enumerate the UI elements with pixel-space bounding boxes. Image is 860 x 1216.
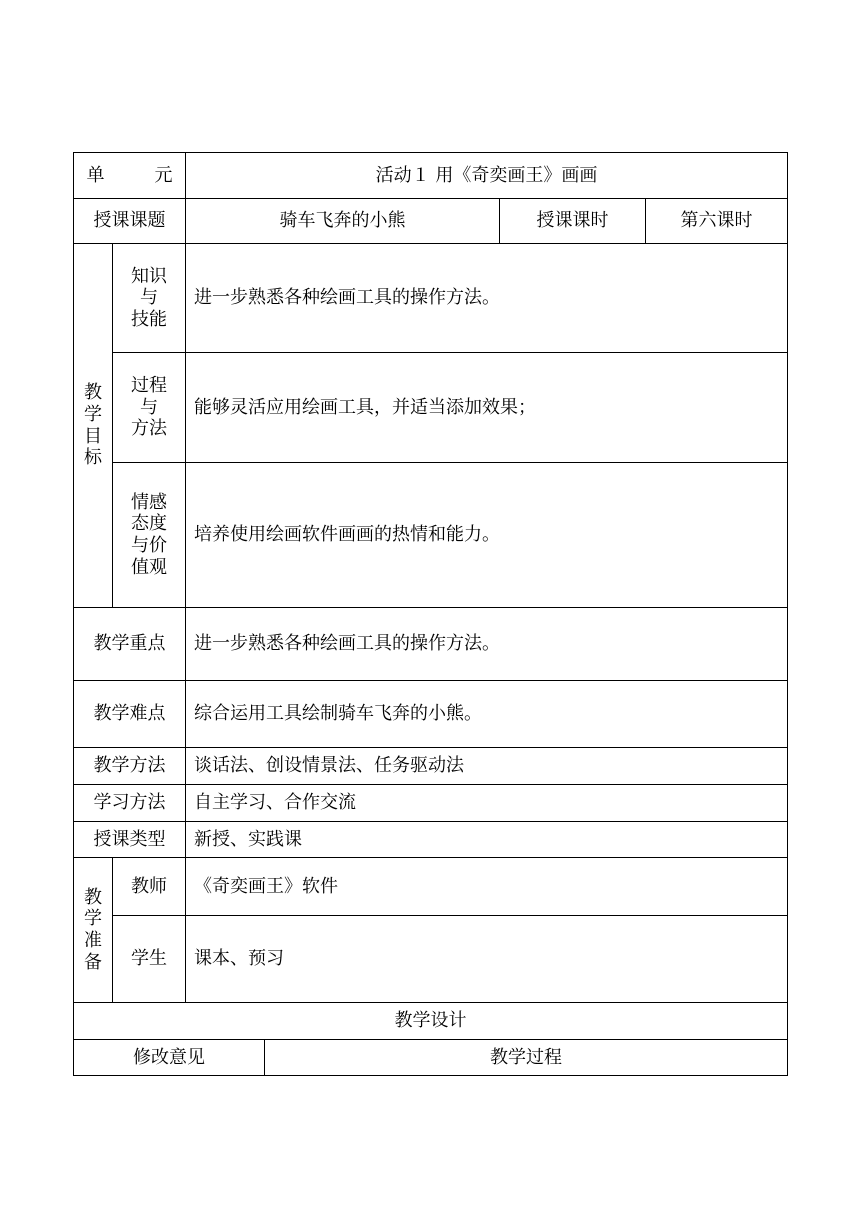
objective-content: 能够灵活应用绘画工具，并适当添加效果； [186,353,788,463]
revise-label: 修改意见 [74,1040,265,1076]
method-row [74,748,788,785]
design-title-row [74,1003,788,1040]
unit-label-right: 元 [154,164,173,186]
unit-row [74,153,788,199]
unit-label [74,153,186,199]
key-point-label: 教学重点 [74,608,186,681]
key-point-value: 进一步熟悉各种绘画工具的操作方法。 [186,608,788,681]
unit-value: 活动１ 用《奇奕画王》画画 [186,153,788,199]
difficulty-label: 教学难点 [74,681,186,748]
method-label: 教学方法 [74,748,186,785]
teacher-label: 教师 [113,858,186,916]
objective-sub-label: 过程 与 方法 [113,353,186,463]
objective-content: 进一步熟悉各种绘画工具的操作方法。 [186,244,788,353]
objectives-label: 教 学 目 标 [74,244,113,608]
design-header-row [74,1040,788,1076]
topic-label: 授课课题 [74,199,186,244]
key-point-row [74,608,788,681]
hours-label: 授课课时 [500,199,646,244]
difficulty-value: 综合运用工具绘制骑车飞奔的小熊。 [186,681,788,748]
lesson-type-label: 授课类型 [74,822,186,858]
hours-value: 第六课时 [646,199,788,244]
objective-row-process [74,353,788,463]
study-value: 自主学习、合作交流 [186,785,788,822]
study-label: 学习方法 [74,785,186,822]
prep-student-row [74,916,788,1003]
design-title: 教学设计 [74,1003,788,1040]
process-label: 教学过程 [265,1040,788,1076]
lesson-plan-table [73,152,788,1076]
objective-sub-label: 知识 与 技能 [113,244,186,353]
study-row [74,785,788,822]
method-value: 谈话法、创设情景法、任务驱动法 [186,748,788,785]
objective-sub-label: 情感 态度 与价 值观 [113,463,186,608]
objective-row-emotion [74,463,788,608]
objective-content: 培养使用绘画软件画画的热情和能力。 [186,463,788,608]
topic-value: 骑车飞奔的小熊 [186,199,500,244]
teacher-value: 《奇奕画王》软件 [186,858,788,916]
lesson-type-value: 新授、实践课 [186,822,788,858]
lesson-type-row [74,822,788,858]
prep-teacher-row [74,858,788,916]
preparation-label: 教 学 准 备 [74,858,113,1003]
topic-row [74,199,788,244]
unit-label-left: 单 [86,164,105,186]
difficulty-row [74,681,788,748]
student-label: 学生 [113,916,186,1003]
objective-row-knowledge [74,244,788,353]
student-value: 课本、预习 [186,916,788,1003]
